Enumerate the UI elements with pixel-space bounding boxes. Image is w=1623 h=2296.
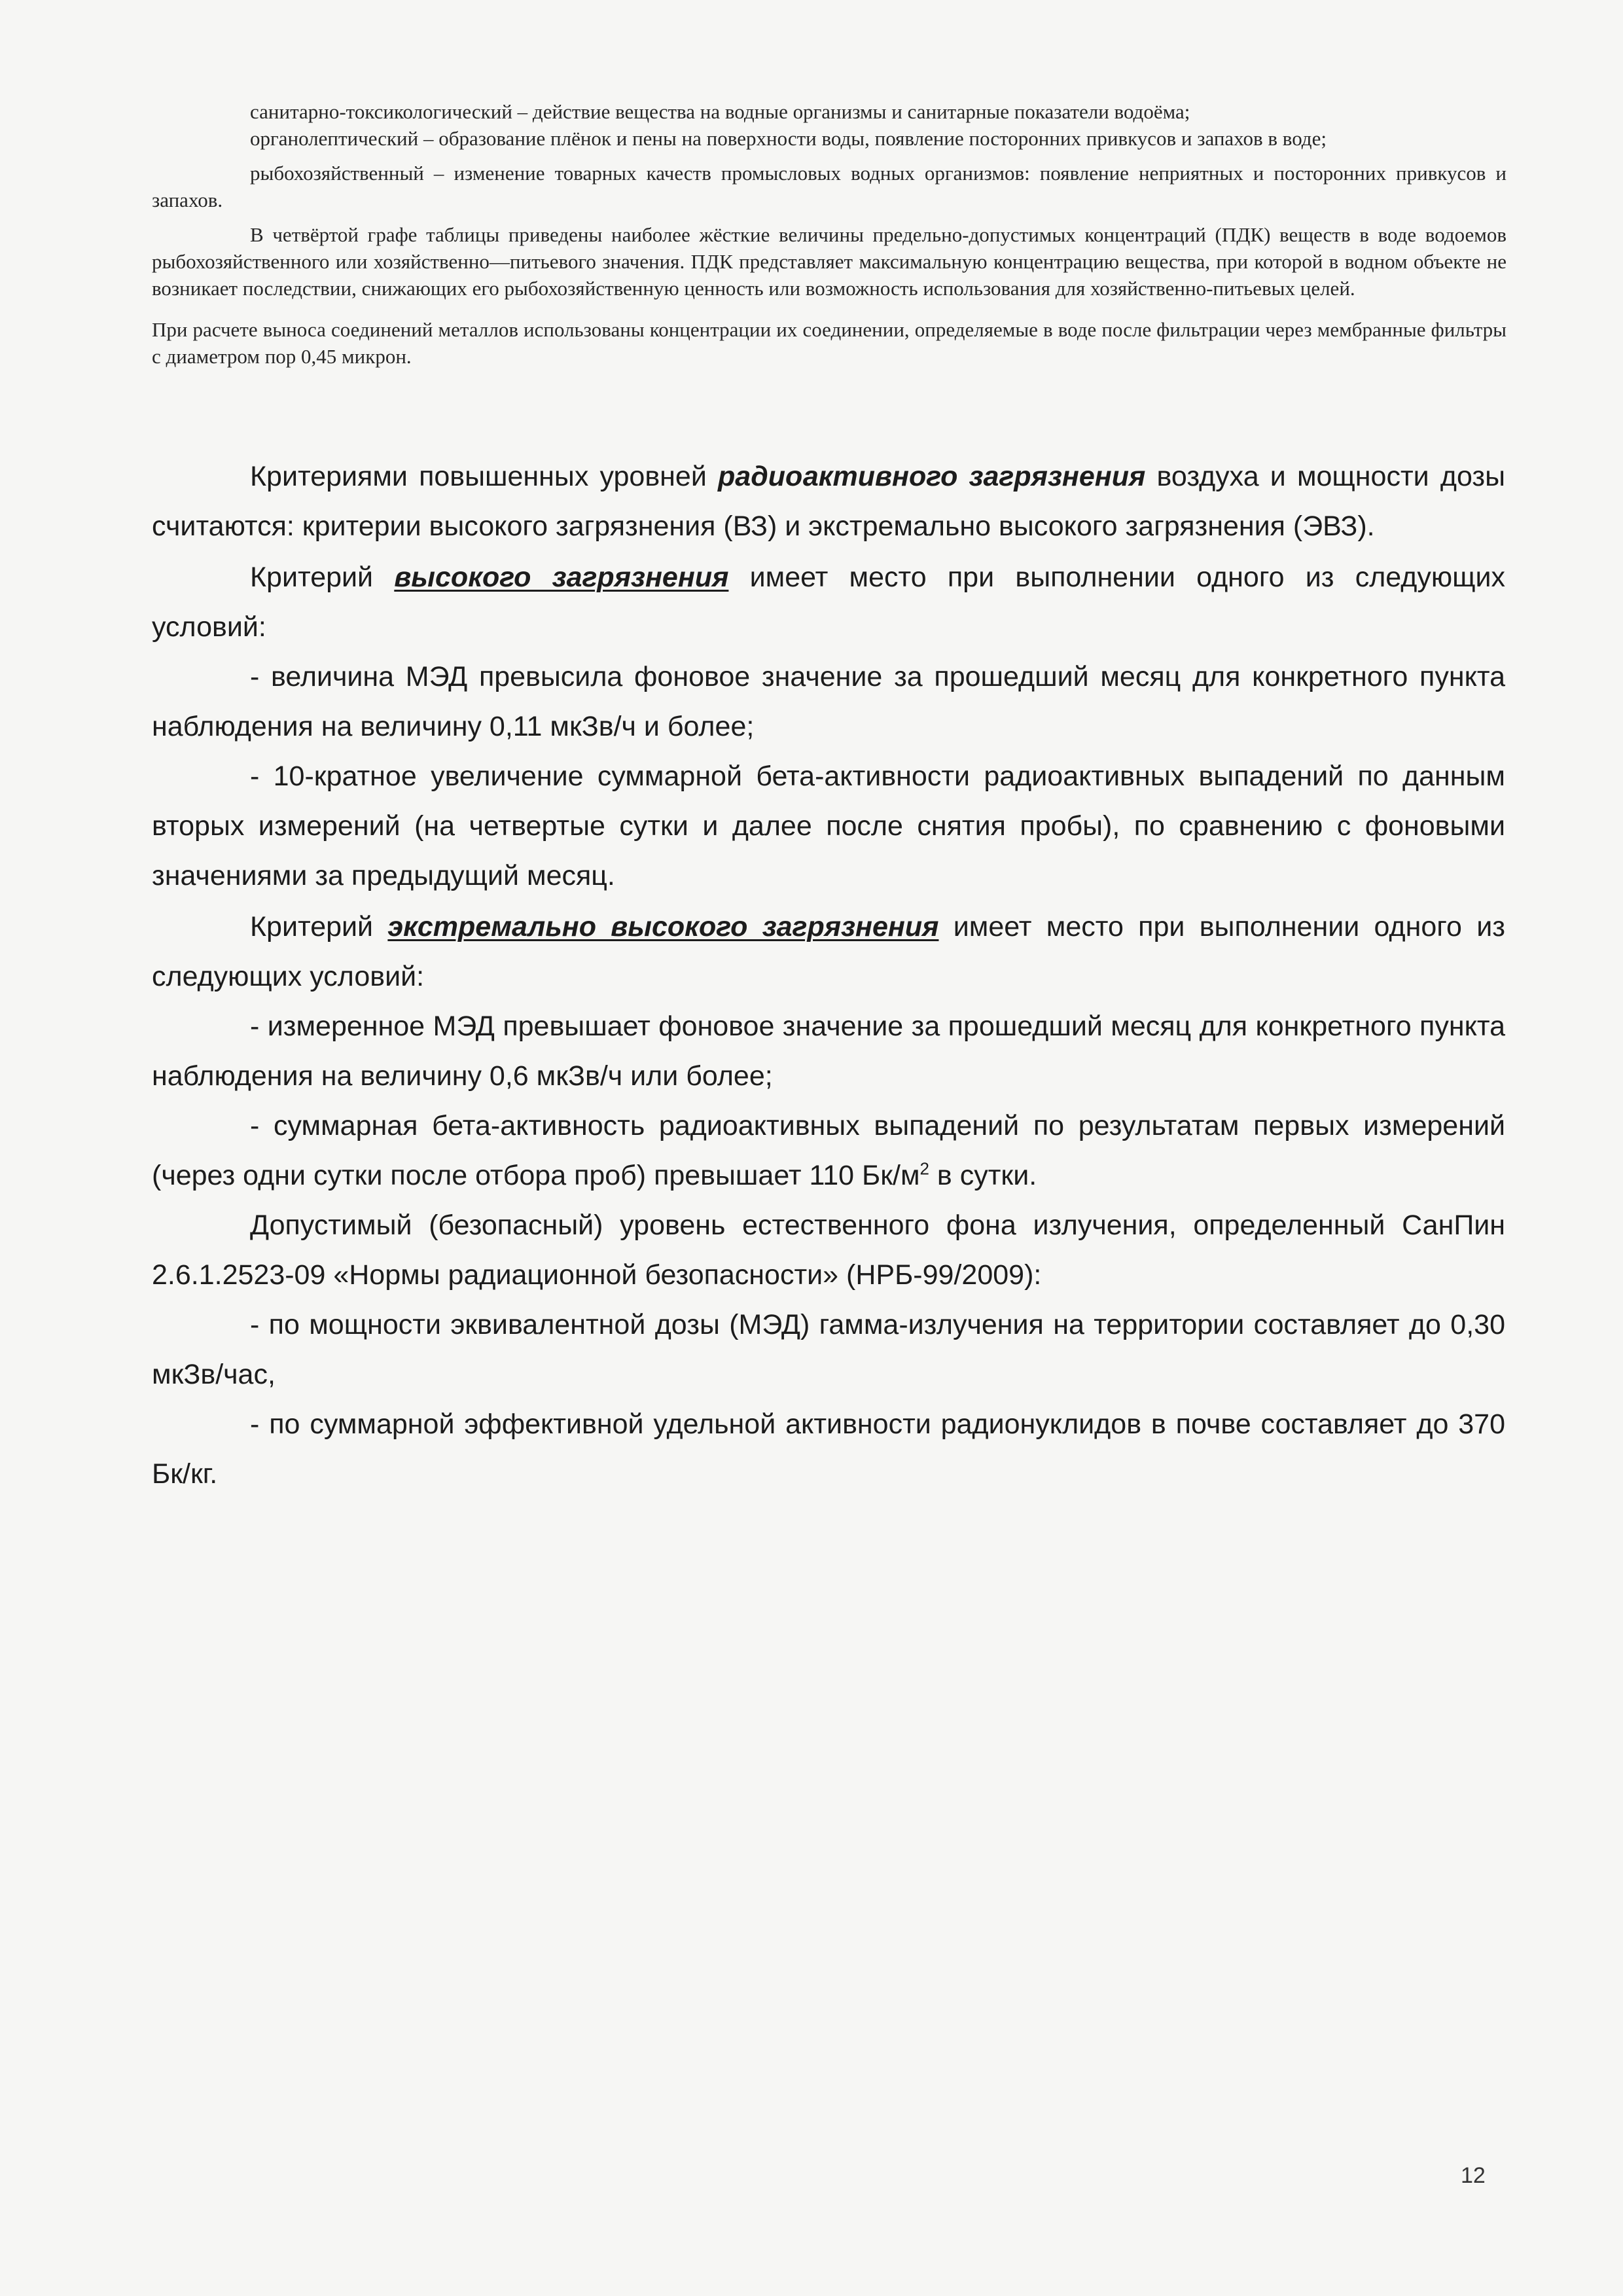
extreme-beta-continuation: в сутки. [929, 1160, 1037, 1191]
list-item-high-med: - величина МЭД превысила фоновое значение за прошедший месяц для конкретного пункта наблюдения на величину 0,11 мкЗв/ч и более; [152, 661, 1505, 742]
term-extreme-pollution: экстремально высокого загрязнения [387, 911, 939, 942]
paragraph-organoleptic: органолептический – образование плёнок и пены на поверхности воды, появление посторонних привкусов и запахов в воде; [250, 127, 1327, 150]
list-item-norm-dose-rate: - по мощности эквивалентной дозы (МЭД) гамма-излучения на территории составляет до 0,30 мкЗв/час, [152, 1309, 1505, 1390]
list-item-norm-soil-activity: - по суммарной эффективной удельной активности радионуклидов в почве составляет до 370 Бк/кг. [152, 1408, 1505, 1490]
criteria-intro-text: Критериями повышенных уровней [250, 461, 719, 492]
extreme-beta-text: - суммарная бета-активность радиоактивных выпадений по результатам первых измерений (через одни сутки после отбора проб) превышает 110 Бк/м [152, 1110, 1505, 1191]
extreme-criterion-text: Критерий [250, 911, 388, 942]
high-criterion-text: Критерий [250, 562, 395, 593]
paragraph-permissible-level: Допустимый (безопасный) уровень естественного фона излучения, определенный СанПин 2.6.1.2523-09 «Нормы радиационной безопасности» (НРБ-99/2009): [152, 1210, 1505, 1291]
small-print-section [152, 98, 1507, 370]
high-criterion-continuation: имеет место при выполнении одного из следующих условий: [152, 562, 1506, 643]
main-text-section [152, 452, 1505, 1499]
term-radioactive-pollution: радиоактивного загрязнения [718, 461, 1146, 492]
paragraph-fishery: рыбохозяйственный – изменение товарных качеств промысловых водных организмов: появление неприятных и посторонних привкусов и запахов. [152, 162, 1507, 211]
list-item-high-beta: - 10-кратное увеличение суммарной бета-активности радиоактивных выпадений по данным вторых измерений (на четвертые сутки и далее после снятия пробы), по сравнению с фоновыми значениями за предыдущий месяц. [152, 761, 1505, 891]
page-number: 12 [1461, 2163, 1486, 2188]
paragraph-sanitary-toxicological: санитарно-токсикологический – действие вещества на водные организмы и санитарные показатели водоёма; [250, 100, 1190, 123]
superscript-2: 2 [919, 1158, 929, 1179]
paragraph-extreme-pollution-criterion [152, 902, 1505, 1001]
paragraph-high-pollution-criterion [152, 552, 1505, 652]
paragraph-criteria-intro [152, 452, 1505, 551]
extreme-criterion-continuation: имеет место при выполнении одного из следующих условий: [152, 911, 1505, 992]
paragraph-metal-calculation: При расчете выноса соединений металлов использованы концентрации их соединении, определяемые в воде после фильтрации через мембранные фильтры с диаметром пор 0,45 микрон. [152, 318, 1507, 368]
list-item-extreme-beta [152, 1101, 1505, 1200]
list-item-extreme-med: - измеренное МЭД превышает фоновое значение за прошедший месяц для конкретного пункта наблюдения на величину 0,6 мкЗв/ч или более; [152, 1011, 1505, 1092]
term-high-pollution: высокого загрязнения [394, 562, 729, 593]
criteria-intro-continuation: воздуха и мощности дозы считаются: критерии высокого загрязнения (ВЗ) и экстремально высокого загрязнения (ЭВЗ). [152, 461, 1505, 542]
paragraph-mpc-description: В четвёртой графе таблицы приведены наиболее жёсткие величины предельно-допустимых концентраций (ПДК) веществ в воде водоемов рыбохозяйственного или хозяйственно—питьевого значения. ПДК представляет максимальную концентрацию вещества, при которой в водном объекте не возникает последствии, снижающих его рыбохозяйственную ценность или возможность использования для хозяйственно-питьевых целей. [152, 223, 1507, 300]
